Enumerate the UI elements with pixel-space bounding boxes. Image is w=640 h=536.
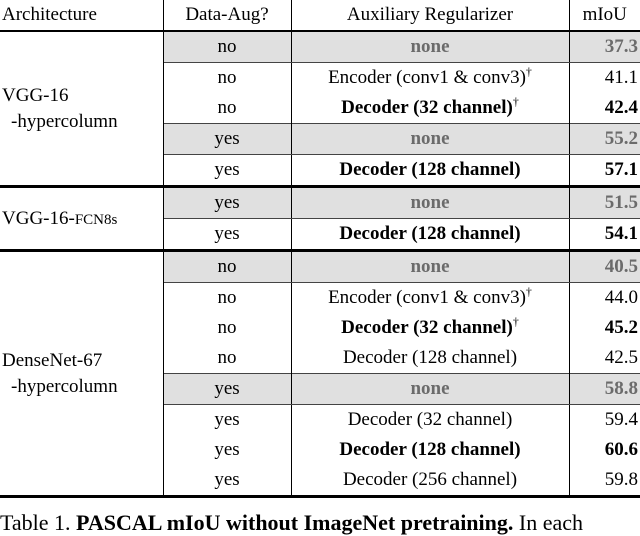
regularizer-label: Encoder (conv1 & conv3)	[328, 287, 526, 308]
arch-cell-densenet67-hypercolumn	[0, 251, 163, 497]
miou-cell: 45.2	[604, 317, 638, 338]
aug-cell: yes	[163, 374, 291, 405]
regularizer-cell	[291, 251, 569, 283]
aug-cell: yes	[163, 405, 291, 436]
header-architecture: Architecture	[0, 0, 163, 31]
regularizer-cell	[291, 283, 569, 314]
regularizer-cell	[291, 435, 569, 465]
header-data-aug: Data-Aug?	[163, 0, 291, 31]
regularizer-label: Decoder (32 channel)	[341, 97, 513, 118]
table-caption	[0, 510, 640, 536]
arch-name-line2: -hypercolumn	[11, 375, 118, 397]
header-miou: mIoU	[569, 0, 640, 31]
aug-cell: no	[163, 251, 291, 283]
aug-cell: no	[163, 283, 291, 314]
caption-title: PASCAL mIoU without ImageNet pretraining.	[76, 510, 514, 535]
miou-cell: 37.3	[569, 31, 640, 63]
regularizer-cell	[291, 219, 569, 251]
aug-cell: no	[163, 343, 291, 374]
dagger-mark: †	[525, 284, 532, 299]
caption-label: Table 1.	[0, 510, 71, 535]
aug-cell: no	[163, 63, 291, 94]
miou-cell: 59.8	[569, 465, 640, 497]
regularizer-label: none	[410, 192, 450, 213]
header-auxiliary-regularizer: Auxiliary Regularizer	[291, 0, 569, 31]
arch-cell-vgg16-fcn8s	[0, 187, 163, 251]
aug-cell: yes	[163, 465, 291, 497]
regularizer-label: none	[410, 36, 450, 57]
arch-name-line1: DenseNet-67	[2, 349, 103, 371]
regularizer-cell	[291, 405, 569, 436]
regularizer-label: Decoder (128 channel)	[342, 347, 518, 368]
regularizer-label: none	[410, 256, 450, 277]
miou-cell: 42.5	[604, 347, 638, 368]
regularizer-cell	[291, 343, 569, 374]
miou-cell: 55.2	[569, 124, 640, 155]
regularizer-cell	[291, 124, 569, 155]
arch-cell-vgg16-hypercolumn	[0, 31, 163, 187]
miou-cell: 51.5	[569, 187, 640, 219]
dagger-mark: †	[525, 64, 532, 79]
regularizer-cell	[291, 374, 569, 405]
aug-cell: yes	[163, 155, 291, 187]
regularizer-label: Decoder (256 channel)	[342, 469, 518, 490]
regularizer-label: none	[410, 378, 450, 399]
aug-cell: no	[163, 93, 291, 124]
aug-cell: yes	[163, 187, 291, 219]
miou-cell: 58.8	[569, 374, 640, 405]
dagger-mark: †	[512, 94, 519, 109]
arch-name-small: FCN8s	[74, 211, 118, 228]
miou-cell: 40.5	[569, 251, 640, 283]
regularizer-label: Decoder (32 channel)	[341, 317, 513, 338]
miou-cell: 41.1	[604, 67, 638, 88]
arch-name-line1: VGG-16	[2, 84, 69, 106]
aug-cell: yes	[163, 219, 291, 251]
regularizer-label: Decoder (128 channel)	[339, 223, 521, 244]
header-row	[0, 0, 640, 31]
aug-cell: no	[163, 31, 291, 63]
miou-cell: 54.1	[569, 219, 640, 251]
caption-trailing-text: In each	[518, 510, 584, 535]
arch-name-main: VGG-16-	[2, 207, 75, 229]
regularizer-label: Decoder (32 channel)	[347, 409, 513, 430]
regularizer-cell	[291, 187, 569, 219]
miou-cell: 59.4	[604, 409, 638, 430]
arch-name-line2: -hypercolumn	[11, 110, 118, 132]
regularizer-cell	[291, 31, 569, 63]
aug-cell: no	[163, 313, 291, 343]
regularizer-label: Encoder (conv1 & conv3)	[328, 67, 526, 88]
regularizer-cell	[291, 93, 569, 124]
dagger-mark: †	[512, 314, 519, 329]
table-row	[0, 251, 640, 283]
table-row	[0, 31, 640, 63]
miou-cell: 42.4	[604, 97, 638, 118]
regularizer-label: Decoder (128 channel)	[339, 439, 521, 460]
regularizer-cell	[291, 63, 569, 94]
regularizer-cell	[291, 465, 569, 497]
regularizer-label: Decoder (128 channel)	[339, 159, 521, 180]
aug-cell: yes	[163, 124, 291, 155]
regularizer-cell	[291, 155, 569, 187]
aug-cell: yes	[163, 435, 291, 465]
regularizer-cell	[291, 313, 569, 343]
regularizer-label: none	[410, 128, 450, 149]
miou-cell: 60.6	[604, 439, 638, 460]
miou-cell: 44.0	[604, 287, 638, 308]
table-row	[0, 187, 640, 219]
miou-cell: 57.1	[569, 155, 640, 187]
